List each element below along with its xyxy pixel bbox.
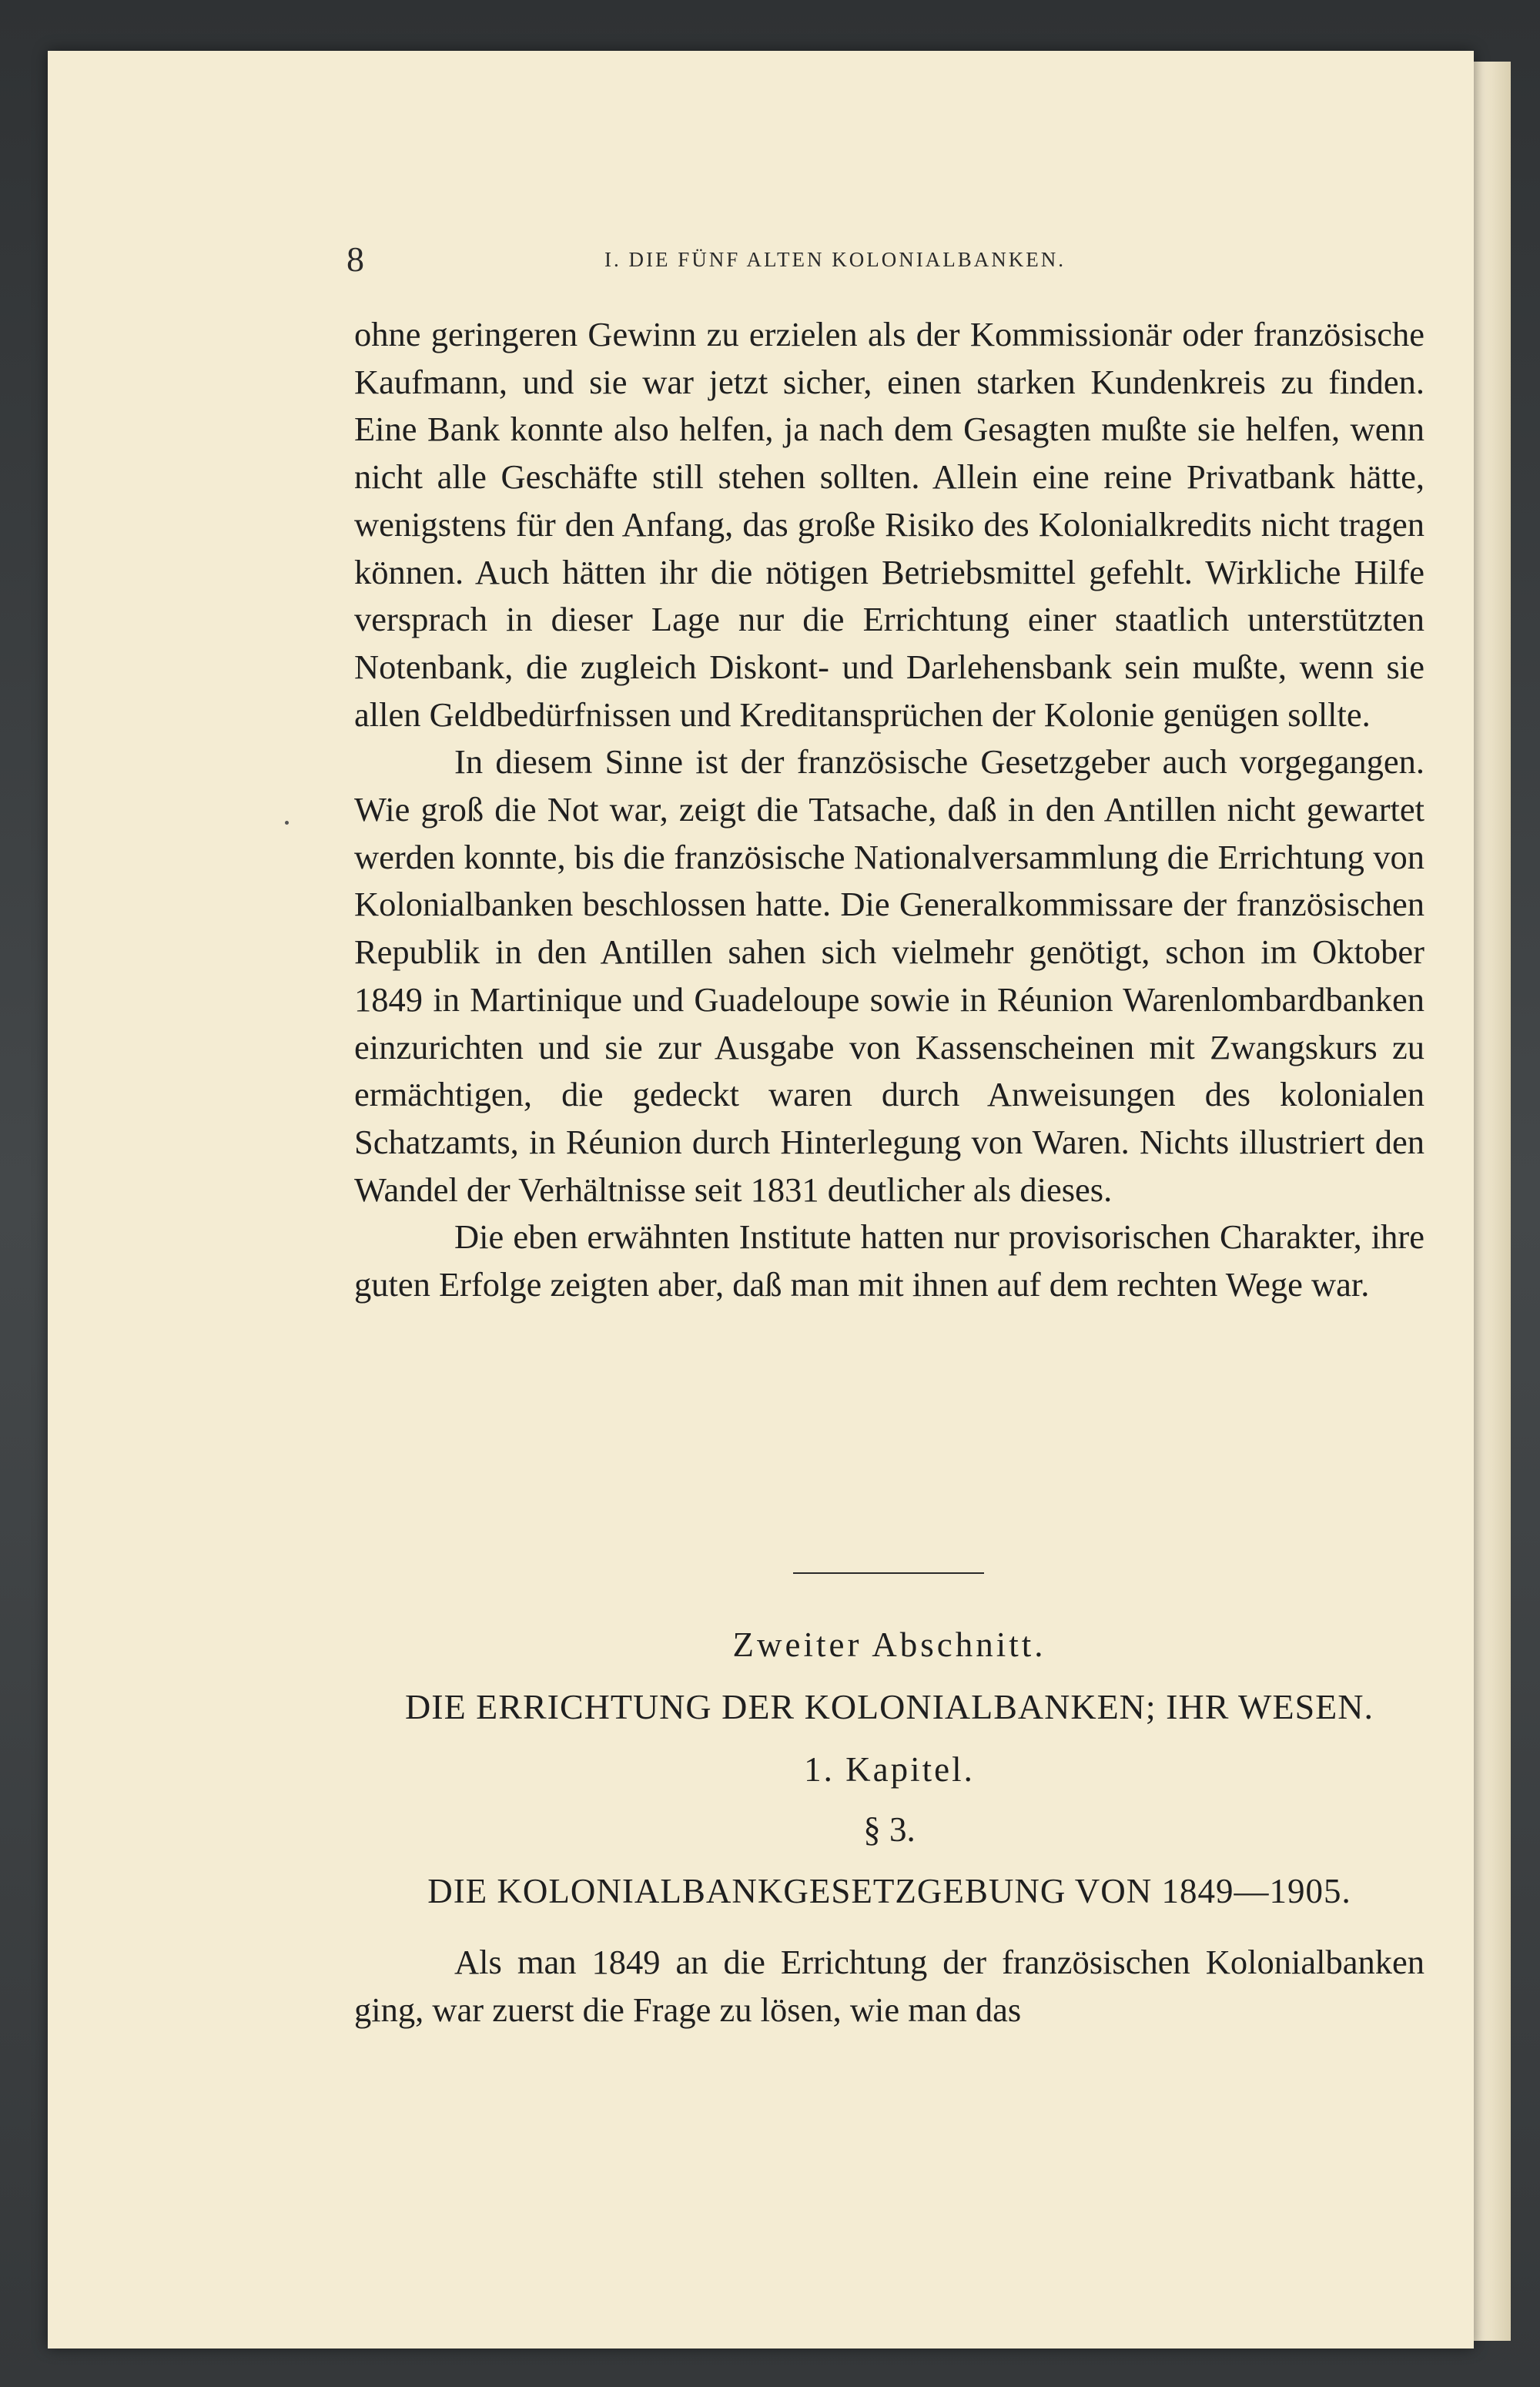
body-text xyxy=(354,311,1424,1309)
section-title: DIE ERRICHTUNG DER KOLONIALBANKEN; IHR WESEN. xyxy=(405,1687,1374,1726)
paragraph-title: DIE KOLONIALBANKGESETZGEBUNG VON 1849—1905. xyxy=(427,1872,1351,1910)
paragraph-4: Als man 1849 an die Errichtung der französischen Kolonialbanken ging, war zuerst die Frage zu lösen, wie man das xyxy=(354,1943,1424,2029)
running-head: I. DIE FÜNF ALTEN KOLONIALBANKEN. xyxy=(604,248,1066,271)
section-divider xyxy=(793,1572,984,1574)
paragraph-mark: § 3. xyxy=(863,1810,916,1849)
margin-speck xyxy=(285,821,289,825)
chapter-label: 1. Kapitel. xyxy=(804,1750,975,1789)
page-number: 8 xyxy=(346,239,364,279)
section-label: Zweiter Abschnitt. xyxy=(732,1625,1046,1664)
paragraph-1: ohne geringeren Gewinn zu erzielen als der Kommissionär oder französische Kaufmann, und sie war jetzt sicher, einen starken Kundenkreis zu finden. Eine Bank konnte also helfen, ja nach dem Gesagten mußte sie helfen, wenn nicht alle Geschäfte still stehen sollten. Allein eine reine Privatbank hätte, wenigstens für den Anfang, das große Risiko des Kolonialkredits nicht tragen können. Auch hätten ihr die nötigen Betriebsmittel gefehlt. Wirkliche Hilfe versprach in dieser Lage nur die Errichtung einer staatlich unterstützten Notenbank, die zugleich Diskont- und Darlehensbank sein mußte, wenn sie allen Geldbedürfnissen und Kreditansprüchen der Kolonie genügen sollte. xyxy=(354,315,1424,734)
body-text-continued xyxy=(354,1939,1424,2034)
page-header xyxy=(346,239,1424,285)
paragraph-2: In diesem Sinne ist der französische Gesetzgeber auch vorgegangen. Wie groß die Not war, zeigt die Tatsache, daß in den Antillen nicht gewartet werden konnte, bis die französische Nationalversammlung die Errichtung von Kolonialbanken beschlossen hatte. Die Generalkommissare der französischen Republik in den Antillen sahen sich vielmehr genötigt, schon im Oktober 1849 in Martinique und Guadeloupe sowie in Réunion Warenlombardbanken einzurichten und sie zur Ausgabe von Kassenscheinen mit Zwangskurs zu ermächtigen, die gedeckt waren durch Anweisungen des kolonialen Schatzamts, in Réunion durch Hinterlegung von Waren. Nichts illustriert den Wandel der Verhältnisse seit 1831 deutlicher als dieses. xyxy=(354,742,1424,1209)
paragraph-3: Die eben erwähnten Institute hatten nur provisorischen Charakter, ihre guten Erfolge zeigten aber, daß man mit ihnen auf dem rechten Wege war. xyxy=(354,1217,1424,1304)
